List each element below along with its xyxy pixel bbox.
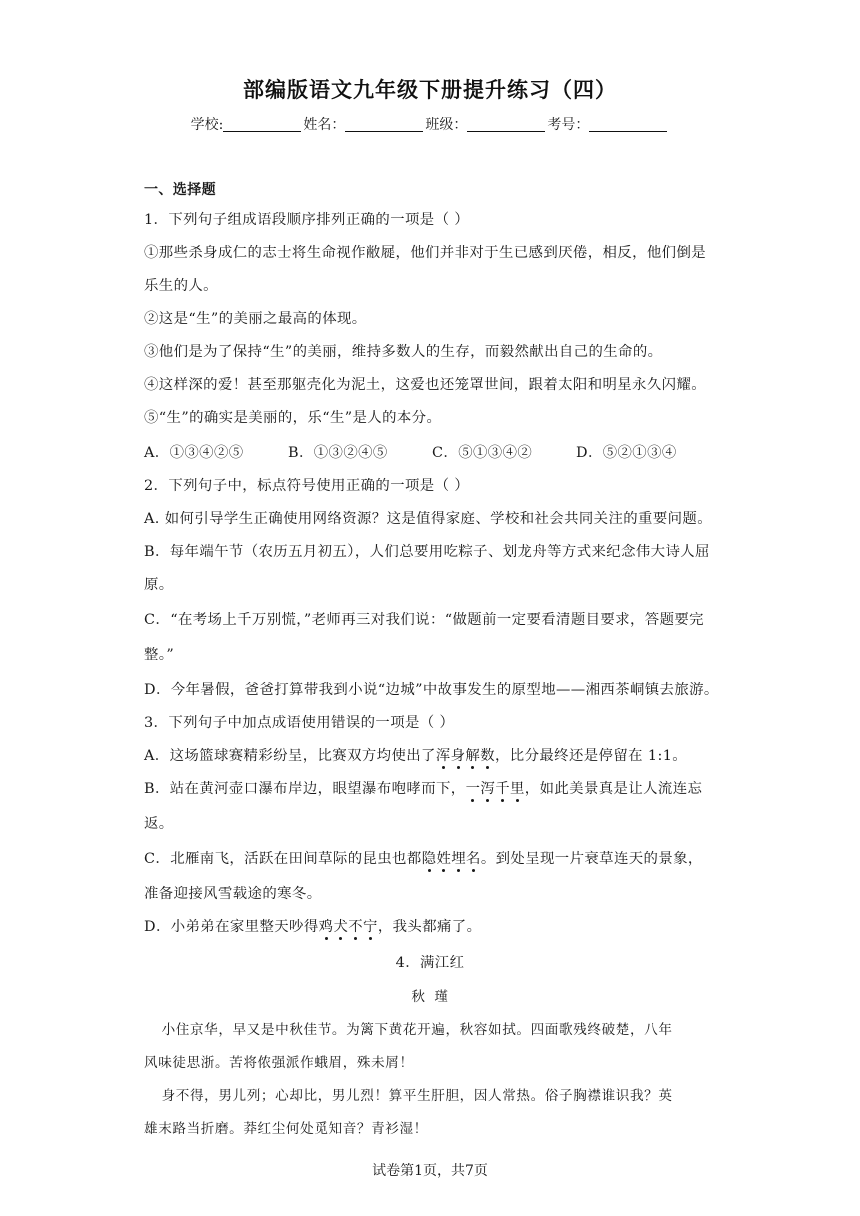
- q1-sentence-4: ④这样深的爱！甚至那躯壳化为泥土，这爱也还笼罩世间，跟着太阳和明星永久闪耀。: [144, 377, 707, 393]
- q1-stem: 1．下列句子组成语段顺序排列正确的一项是（ ）: [144, 212, 470, 228]
- emphasis-char: 泻: [480, 781, 496, 797]
- q3-c-text-pre: C．北雁南飞，活跃在田间草际的昆虫也都: [144, 851, 422, 867]
- q1-option-a[interactable]: A．①③④②⑤: [144, 445, 244, 461]
- q3-option-b[interactable]: [144, 779, 720, 799]
- q3-option-c[interactable]: [144, 849, 720, 869]
- name-label: 姓名：: [303, 117, 346, 133]
- q3-option-a[interactable]: [144, 746, 720, 766]
- emphasis-char: 鸡: [318, 919, 334, 935]
- q1-option-d[interactable]: D．⑤②①③④: [576, 445, 677, 461]
- q1-sentence-5: ⑤“生”的确实是美丽的，乐“生”是人的本分。: [144, 410, 442, 426]
- q4-author: 秋 瑾: [411, 989, 449, 1005]
- q3-a-text-post: ，比分最终还是停留在 1:1。: [495, 748, 688, 764]
- page-footer: 试卷第1页，共7页: [372, 1163, 488, 1179]
- student-info-line: [0, 114, 860, 134]
- emphasis-char: 一: [465, 781, 481, 797]
- q3-d-text-pre: D．小弟弟在家里整天吵得: [144, 919, 319, 935]
- q4-poem-text-3: 身不得，男儿列；心却比，男儿烈！算平生肝胆，因人常热。俗子胸襟谁识我？英: [161, 1088, 673, 1104]
- q1-options: [144, 443, 720, 463]
- emphasis-char: 宁: [363, 919, 378, 935]
- q3-b-idiom: [466, 781, 525, 797]
- q3-b-text-pre: B．站在黄河壶口瀑布岸边，眼望瀑布咆哮而下，: [144, 781, 466, 797]
- number-field[interactable]: [589, 117, 667, 132]
- q4-poem-line-4: 雄末路当折磨。莽红尘何处觅知音？青衫湿！: [144, 1121, 428, 1137]
- emphasis-char: 身: [450, 748, 466, 764]
- page-title: 部编版语文九年级下册提升练习（四）: [243, 78, 617, 102]
- emphasis-char: 里: [509, 781, 525, 797]
- emphasis-char: 解: [465, 748, 481, 764]
- q3-d-text-post: ，我头都痛了。: [377, 919, 482, 935]
- school-label: 学校:: [190, 117, 224, 133]
- emphasis-char: 数: [480, 748, 496, 764]
- q2-stem: 2．下列句子中，标点符号使用正确的一项是（ ）: [144, 478, 470, 494]
- emphasis-char: 不: [348, 919, 364, 935]
- q3-option-b-line2: 返。: [144, 816, 174, 832]
- emphasis-char: 浑: [435, 748, 451, 764]
- q1-option-b[interactable]: B．①③②④⑤: [288, 445, 388, 461]
- q3-d-idiom: [319, 919, 378, 935]
- emphasis-char: 犬: [333, 919, 349, 935]
- q3-stem: 3．下列句子中加点成语使用错误的一项是（ ）: [144, 715, 455, 731]
- q2-option-c-line1[interactable]: C．“在考场上千万别慌，”老师再三对我们说：“做题前一定要看清题目要求，答题要完: [144, 612, 704, 628]
- emphasis-char: 埋: [451, 851, 467, 867]
- q3-option-d[interactable]: [144, 917, 720, 937]
- q2-option-c-line2: 整。”: [144, 647, 175, 663]
- q3-a-text-pre: A．这场篮球赛精彩纷呈，比赛双方均使出了: [144, 748, 436, 764]
- number-label: 考号：: [547, 117, 590, 133]
- class-label: 班级：: [425, 117, 468, 133]
- emphasis-char: 千: [495, 781, 510, 797]
- emphasis-char: 名: [466, 851, 481, 867]
- name-field[interactable]: [345, 117, 423, 132]
- q2-option-b-line2: 原。: [144, 577, 174, 593]
- q3-option-c-line2: 准备迎接风雪载途的寒冬。: [144, 886, 322, 902]
- q3-b-text-post: ，如此美景真是让人流连忘: [524, 781, 703, 797]
- q4-poem-text-1: 小住京华，早又是中秋佳节。为篱下黄花开遍，秋容如拭。四面歌残终破楚，八年: [161, 1022, 673, 1038]
- q3-c-idiom: [422, 851, 481, 867]
- q4-poem-line-1: [144, 1020, 720, 1040]
- q4-title: 4．满江红: [395, 955, 465, 971]
- class-field[interactable]: [467, 117, 545, 132]
- q3-a-idiom: [436, 748, 495, 764]
- q4-poem-line-2: 风味徒思浙。苦将侬强派作蛾眉，殊未屑！: [144, 1055, 414, 1071]
- q1-sentence-2: ②这是“生”的美丽之最高的体现。: [144, 311, 367, 327]
- q1-sentence-1a: ①那些杀身成仁的志士将生命视作敝屣，他们并非对于生已感到厌倦，相反，他们倒是: [144, 245, 707, 261]
- emphasis-char: 姓: [436, 851, 452, 867]
- school-field[interactable]: [223, 117, 301, 132]
- q2-option-a[interactable]: A. 如何引导学生正确使用网络资源？这是值得家庭、学校和社会共同关注的重要问题。: [144, 511, 712, 527]
- q1-sentence-1b: 乐生的人。: [144, 278, 218, 294]
- section-title: 一、选择题: [144, 182, 216, 198]
- q2-option-d[interactable]: D．今年暑假，爸爸打算带我到小说“边城”中故事发生的原型地——湘西茶峒镇去旅游。: [144, 682, 719, 698]
- q2-option-b-line1[interactable]: B．每年端午节（农历五月初五），人们总要用吃粽子、划龙舟等方式来纪念伟大诗人屈: [144, 544, 710, 560]
- emphasis-char: 隐: [421, 851, 437, 867]
- q1-option-c[interactable]: C．⑤①③④②: [432, 445, 533, 461]
- q1-sentence-3: ③他们是为了保持“生”的美丽，维持多数人的生存，而毅然献出自己的生命的。: [144, 344, 663, 360]
- q3-c-text-post: 。到处呈现一片衰草连天的景象，: [480, 851, 703, 867]
- q4-poem-line-3: [144, 1086, 720, 1106]
